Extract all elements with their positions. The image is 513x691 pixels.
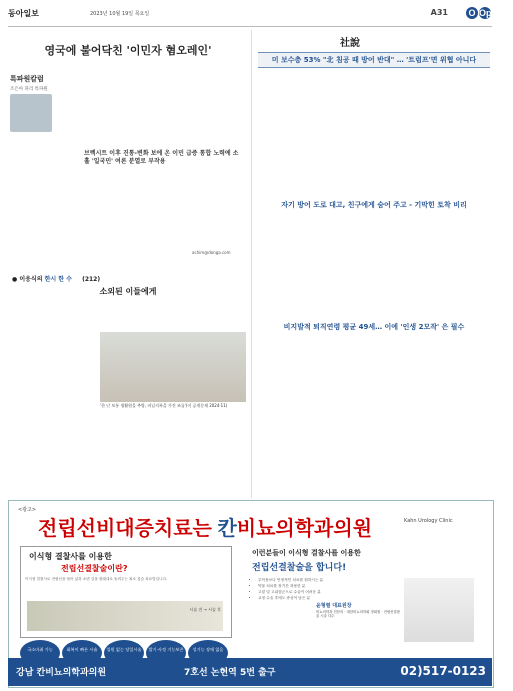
benefit-badge: 국소마취 가능 [20,640,60,666]
column-body-text-2 [10,150,80,264]
ad-right-title-2: 전립선결찰술을 합니다! [252,563,347,573]
editorial-1-title: 미 보수층 53% "北 침공 때 방어 반대" … '트럼프'면 위협 아니다 [271,56,477,64]
ad-footer-phone[interactable]: 02)517-0123 [400,664,486,678]
ad-brand-rest: 비뇨의학과의원 [236,518,373,540]
benefit-badge: 발기·사정 기능보존 [146,640,186,666]
ad-headline [38,512,408,541]
paper-title: 동아일보 [8,9,39,18]
section-label: Opinion [479,8,513,18]
section-title [466,4,513,19]
ad-top-note: <광고> [18,507,37,513]
ad-left-title-2: 전립선결찰술이란? [61,564,128,573]
ad-headline-text: 전립선비대증치료는 [38,518,212,540]
editorial-2-text-a [258,212,370,320]
masthead [8,6,513,27]
benefit-badge: 회복이 빠른 시술 [62,640,102,666]
ad-left-title-1: 이식형 결찰사를 이용한 [29,552,112,561]
editorial-1-title-box [258,52,490,68]
ad-footer-brand: 강남 칸비뇨의학과의원 [16,668,107,678]
author-name: 특파원칼럼 [10,75,44,83]
ad-brand-mark: 칸 [217,518,237,540]
column-divider [251,30,252,498]
ad-illustration-note: 시술 전 → 시술 후 [189,607,221,612]
doctor-bio [316,604,402,619]
ad-illustration [27,601,223,631]
editorial-2-text-b [374,212,490,320]
author-box [10,74,64,132]
page-number: A31 [430,8,448,17]
ad-left-box [20,546,232,638]
column2-title-part: (212) [82,276,101,283]
column2-title-part: 한시 한 수 [44,276,72,283]
editorial-1-text-b [374,70,490,196]
column2-title [12,274,100,283]
editorial-3-title: 비지발적 퇴직연령 평균 49세… 이에 '인생 2모작' 은 필수 [283,323,465,331]
column2-body-text [10,296,96,486]
editorial-2-title: 자기 방어 도로 대고, 친구에게 숨어 주고 - 기막힌 토착 비리 [281,201,467,209]
editorial-3-text-b [374,334,490,490]
column2-photo [100,332,246,402]
column2-photo-caption: '한 난 보통 생활원을 추방, 비닐지폭을 가진 조를'(이 공개문제 2024·11) [100,403,228,408]
benefit-badge: 성기능 장애 없음 [188,640,228,666]
doctor-bio-text: 비뇨의학과 전문의 · 대한비뇨의학회 정회원 · 전립선결찰술 시술 다수 [316,609,400,619]
editorial-1-text-a [258,70,370,196]
editorial-3-text-a [258,334,370,490]
ad-right-list-item: • 약물 치료를 장기간 복용한 분 [258,583,482,589]
column-headline: 영국에 불어닥친 '이민자 혐오레인' [44,44,212,57]
ad-right-list-item: • 부작용보다 안정적인 치료를 원하시는 분 [258,577,482,583]
column-pull-quote: 브렉시트 이후 진통-변화 보에 온 이민 급증 통합 노력에 소홀 '일국민' 여론 분열로 부작용 [84,150,239,165]
ad-footer-address: 7호선 논현역 5번 출구 [184,668,276,678]
doctor-photo [404,578,474,642]
column-body-text [70,48,250,148]
editorial-tag: 社說 [340,38,360,49]
author-role: 조은아 파리 특파원 [10,87,48,92]
benefit-badge: 입원 없는 당일시술 [104,640,144,666]
column2-body-text-2 [100,410,246,490]
opinion-icon: O [466,7,478,19]
column2-title-part: ● 이응식의 [12,276,43,283]
ad-footer[interactable] [8,658,492,686]
author-photo [10,94,52,132]
ad-right-list-item: • 교정 수술 후에도 증상이 남은 분 [258,595,482,601]
issue-date: 2023년 10월 19일 목요일 [90,11,150,17]
ad-logo-sub: Kahn Urology Clinic [404,518,453,524]
ad-right-list-item: • 고령 및 고위험군으로 수술이 어려운 분 [258,589,482,595]
column2-heading: 소외된 이들에게 [99,287,157,296]
author-email[interactable]: achim@donga.com [192,250,231,255]
ad-left-desc: 이식형 결찰사로 전립선을 묶어 넓혀 소변 길을 원래대로 돌려주는 최소 침습 치료법입니다. [25,577,168,581]
ad-right-title-1: 이런분들이 이식형 결찰사를 이용한 [252,549,361,557]
doctor-title: 윤형렬 대표원장 [316,603,352,609]
